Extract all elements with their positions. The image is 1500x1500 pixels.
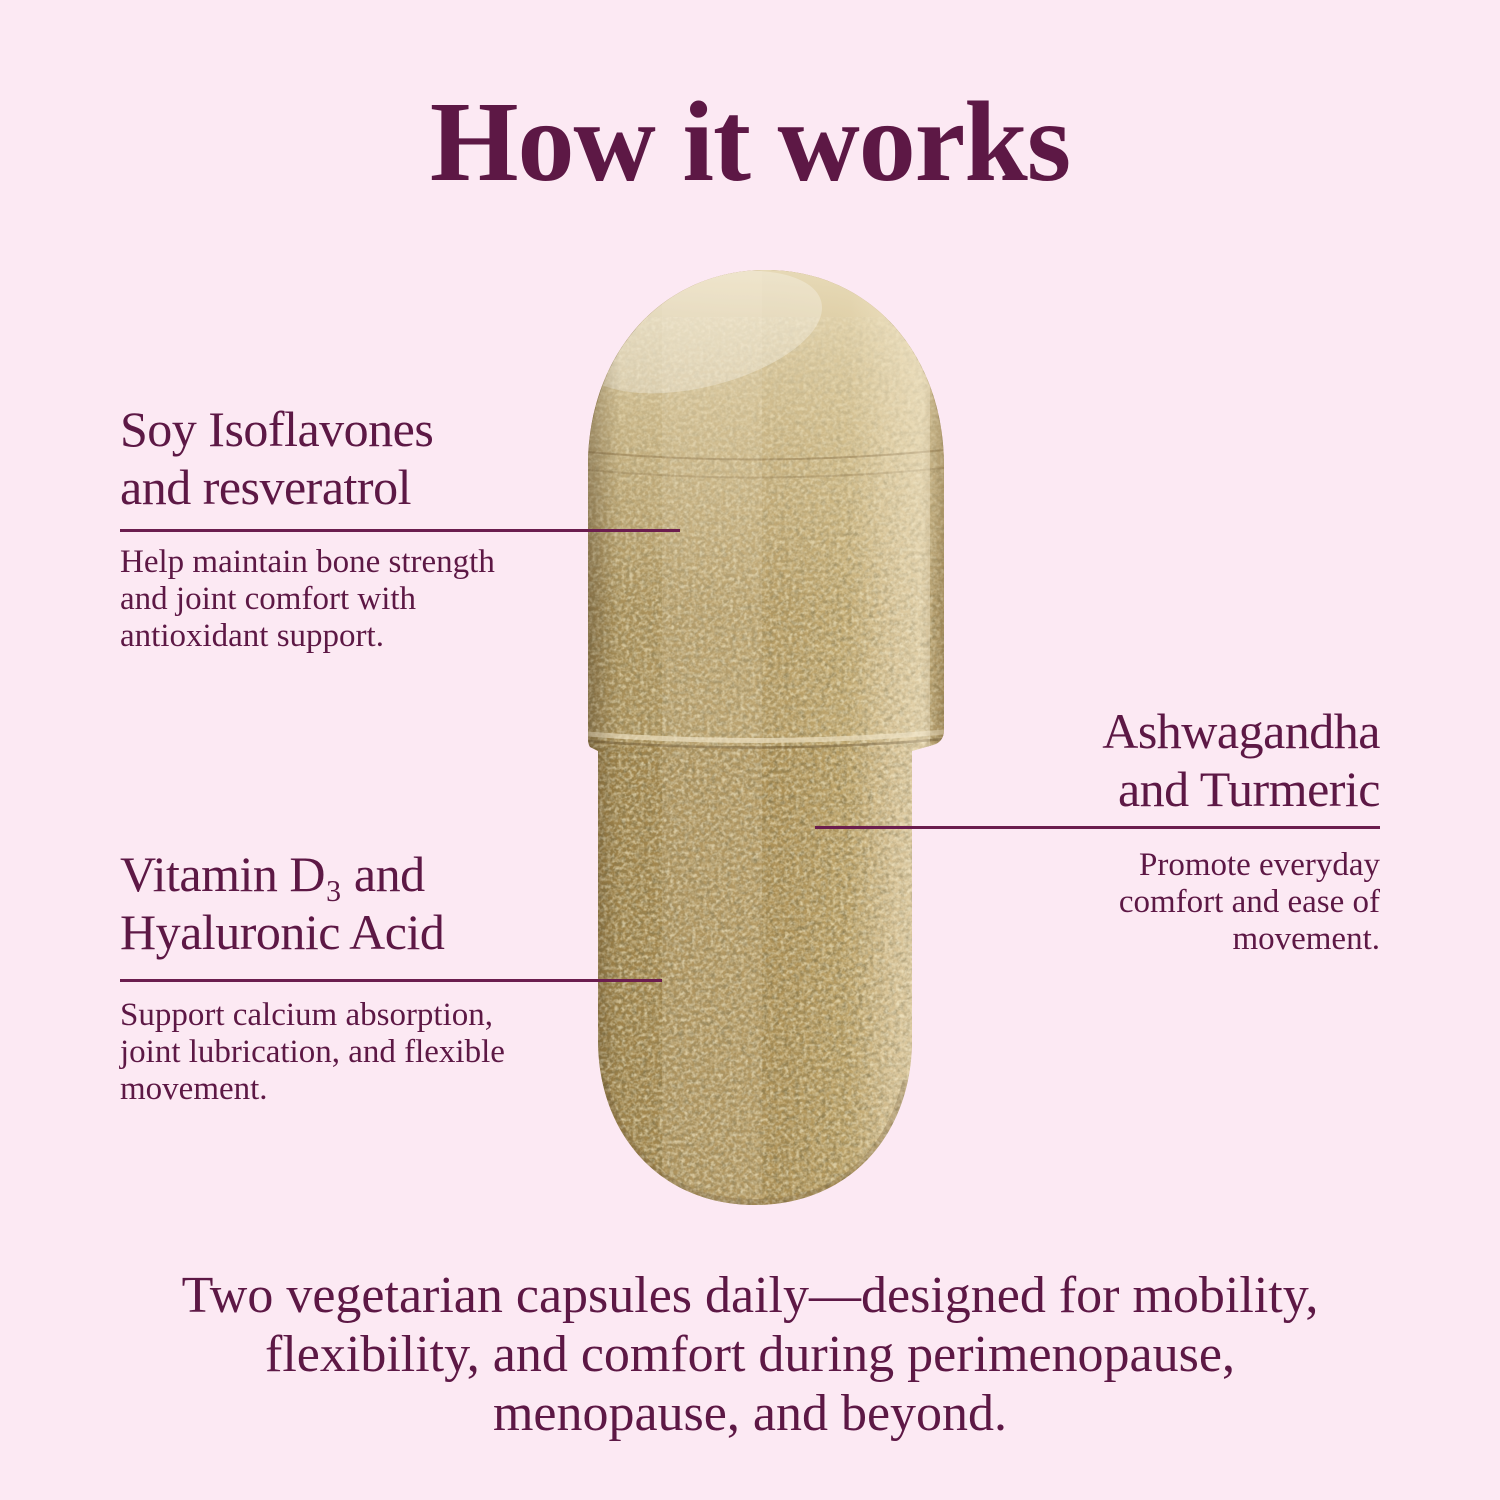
page-title: How it works [429, 78, 1071, 205]
footer-line: Two vegetarian capsules daily—designed for mobility, [181, 1267, 1319, 1324]
body-line: joint lubrication, and flexible [120, 1034, 505, 1070]
body-line: Help maintain bone strength [120, 544, 495, 580]
footer-line: menopause, and beyond. [492, 1385, 1008, 1442]
heading-line: Soy Isoflavones [120, 401, 434, 457]
callout-body-soy-isoflavones [120, 544, 495, 655]
body-line: and joint comfort with [120, 581, 417, 617]
footer-line: flexibility, and comfort during perimenopause, [265, 1326, 1235, 1383]
body-line: comfort and ease of [1118, 884, 1380, 920]
heading-line: and resveratrol [120, 459, 411, 515]
body-line: Support calcium absorption, [120, 997, 494, 1033]
body-line: Promote everyday [1138, 847, 1380, 883]
callout-heading-vitamin-d3 [120, 845, 444, 961]
body-line: movement. [120, 1071, 268, 1107]
connector-line-ashwagandha [815, 826, 1380, 829]
callout-heading-soy-isoflavones [120, 400, 433, 516]
heading-line: Vitamin D₃ and [120, 846, 425, 902]
callout-body-vitamin-d3 [120, 997, 505, 1108]
footer-usage-text [0, 1266, 1500, 1443]
heading-line: Hyaluronic Acid [120, 904, 445, 960]
body-line: movement. [1232, 921, 1380, 957]
heading-line: Ashwagandha [1102, 703, 1380, 759]
body-line: antioxidant support. [120, 618, 384, 654]
connector-line-vitamin-d3 [120, 979, 662, 982]
callout-heading-ashwagandha [1102, 702, 1380, 818]
heading-line: and Turmeric [1117, 761, 1380, 817]
callout-body-ashwagandha [1119, 847, 1380, 958]
connector-line-soy-isoflavones [120, 529, 680, 532]
